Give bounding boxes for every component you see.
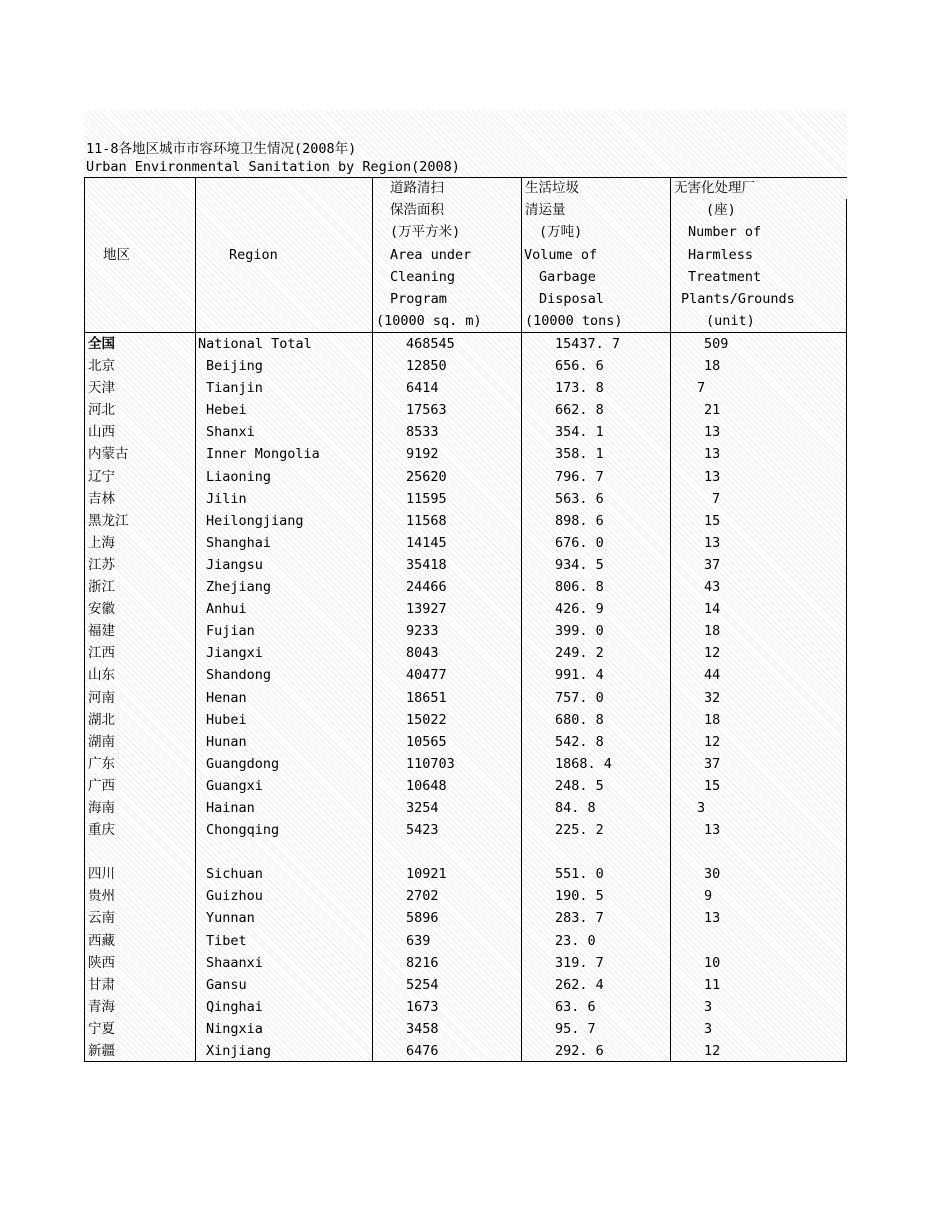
cell-garbage: 63. 6: [555, 998, 596, 1015]
cell-region-cn: 广东: [88, 755, 115, 772]
header-garbage-line: (10000 tons): [525, 313, 623, 329]
cell-plants: 13: [704, 534, 721, 551]
cell-plants: 37: [704, 755, 721, 772]
cell-garbage: 757. 0: [555, 689, 604, 706]
table-row: [84, 576, 847, 598]
cell-area: 3458: [406, 1020, 439, 1037]
cell-region-cn: 黑龙江: [88, 512, 129, 529]
header-plants-line: 无害化处理厂: [674, 180, 755, 196]
cell-region-cn: 湖北: [88, 711, 115, 728]
cell-region-cn: 云南: [88, 910, 115, 927]
table-row: [84, 687, 847, 709]
cell-region-cn: 内蒙古: [88, 446, 129, 463]
cell-garbage: 426. 9: [555, 601, 604, 618]
cell-plants: 9: [704, 888, 713, 905]
cell-area: 8043: [406, 645, 439, 662]
table-row: [84, 930, 847, 952]
cell-region-en: Henan: [206, 689, 247, 706]
table-row: [84, 488, 847, 510]
cell-region-cn: 湖南: [88, 733, 115, 750]
cell-plants: 13: [704, 446, 721, 463]
table-row: [84, 731, 847, 753]
table-row: [84, 399, 847, 421]
table-row: [84, 598, 847, 620]
cell-plants: 12: [704, 733, 721, 750]
table-row: [84, 664, 847, 686]
cell-region-en: Zhejiang: [206, 579, 272, 596]
cell-region-en: Tibet: [206, 932, 247, 949]
cell-region-cn: 四川: [88, 866, 115, 883]
cell-region-cn: 青海: [88, 998, 115, 1015]
cell-area: 12850: [406, 358, 447, 375]
cell-garbage: 262. 4: [555, 976, 604, 993]
cell-garbage: 399. 0: [555, 623, 604, 640]
table-row: [84, 885, 847, 907]
table-row: [84, 709, 847, 731]
cell-garbage: 662. 8: [555, 402, 604, 419]
table-row: [84, 333, 847, 355]
table-row: [84, 620, 847, 642]
cell-area: 10648: [406, 777, 447, 794]
header-region-cn: 地区: [103, 247, 130, 263]
cell-plants: 21: [704, 402, 721, 419]
cell-area: 8216: [406, 954, 439, 971]
table-title-en: Urban Environmental Sanitation by Region(2008): [86, 159, 460, 175]
cell-garbage: 563. 6: [555, 490, 604, 507]
header-area-line: Program: [390, 291, 447, 307]
header-plants-line: (unit): [706, 313, 755, 329]
cell-region-cn: 海南: [88, 799, 115, 816]
header-garbage-line: (万吨): [539, 224, 583, 240]
cell-garbage: 1868. 4: [555, 755, 612, 772]
cell-region-en: Tianjin: [206, 380, 263, 397]
cell-region-cn: 山西: [88, 424, 115, 441]
cell-plants: 13: [704, 424, 721, 441]
cell-plants: 13: [704, 910, 721, 927]
cell-area: 24466: [406, 579, 447, 596]
cell-area: 15022: [406, 711, 447, 728]
cell-region-cn: 宁夏: [88, 1020, 115, 1037]
cell-plants: 44: [704, 667, 721, 684]
cell-region-cn: 贵州: [88, 888, 115, 905]
cell-garbage: 225. 2: [555, 822, 604, 839]
table-row: [84, 753, 847, 775]
cell-region-en: Guizhou: [206, 888, 263, 905]
cell-garbage: 248. 5: [555, 777, 604, 794]
cell-region-en: Shanxi: [206, 424, 255, 441]
cell-plants: 18: [704, 358, 721, 375]
cell-region-cn: 新疆: [88, 1043, 115, 1059]
cell-garbage: 991. 4: [555, 667, 604, 684]
cell-region-cn: 上海: [88, 534, 115, 551]
cell-region-en: Shaanxi: [206, 954, 263, 971]
cell-region-cn: 北京: [88, 358, 115, 375]
cell-plants: 32: [704, 689, 721, 706]
cell-area: 14145: [406, 534, 447, 551]
cell-region-en: Jilin: [206, 490, 247, 507]
cell-plants: 18: [704, 623, 721, 640]
cell-region-en: Shandong: [206, 667, 272, 684]
header-area-line: Cleaning: [390, 269, 456, 285]
cell-region-cn: 河北: [88, 402, 115, 419]
table-top-border: [84, 177, 847, 178]
cell-area: 2702: [406, 888, 439, 905]
cell-plants: 13: [704, 468, 721, 485]
cell-plants: 3: [704, 998, 713, 1015]
cell-region-en: Liaoning: [206, 468, 272, 485]
cell-plants: 3: [704, 1020, 713, 1037]
cell-plants: 7: [697, 380, 706, 397]
cell-garbage: 84. 8: [555, 799, 596, 816]
cell-plants: 11: [704, 976, 721, 993]
cell-region-cn: 安徽: [88, 601, 115, 618]
header-plants-line: Harmless: [688, 247, 754, 263]
cell-region-en: Beijing: [206, 358, 263, 375]
cell-garbage: 796. 7: [555, 468, 604, 485]
cell-region-cn: 江苏: [88, 556, 115, 573]
cell-plants: 7: [712, 490, 721, 507]
cell-region-en: Shanghai: [206, 534, 272, 551]
cell-area: 35418: [406, 556, 447, 573]
cell-region-cn: 重庆: [88, 822, 115, 839]
cell-region-en: Anhui: [206, 601, 247, 618]
cell-plants: 12: [704, 1043, 721, 1059]
table-row: [84, 466, 847, 488]
cell-garbage: 23. 0: [555, 932, 596, 949]
table-row: [84, 642, 847, 664]
cell-region-en: Xinjiang: [206, 1043, 272, 1059]
header-area-line: 道路清扫: [390, 180, 444, 196]
cell-plants: 30: [704, 866, 721, 883]
cell-region-en: Jiangxi: [206, 645, 263, 662]
table-row: [84, 532, 847, 554]
cell-area: 1673: [406, 998, 439, 1015]
header-plants-line: Treatment: [688, 269, 762, 285]
cell-region-en: National Total: [198, 336, 312, 352]
cell-area: 9233: [406, 623, 439, 640]
header-area-line: Area under: [390, 247, 472, 263]
cell-area: 639: [406, 932, 431, 949]
cell-plants: 10: [704, 954, 721, 971]
cell-plants: 43: [704, 579, 721, 596]
cell-garbage: 249. 2: [555, 645, 604, 662]
table-row: [84, 443, 847, 465]
cell-area: 25620: [406, 468, 447, 485]
table-row: [84, 1018, 847, 1040]
cell-region-en: Ningxia: [206, 1020, 263, 1037]
cell-area: 10921: [406, 866, 447, 883]
header-plants-line: (座): [706, 202, 736, 218]
table-row: [84, 819, 847, 841]
cell-plants: 37: [704, 556, 721, 573]
cell-region-cn: 西藏: [88, 932, 115, 949]
cell-region-cn: 甘肃: [88, 976, 115, 993]
cell-region-en: Hainan: [206, 799, 255, 816]
table-row: [84, 996, 847, 1018]
header-plants-line: Number of: [688, 224, 762, 240]
cell-region-en: Hubei: [206, 711, 247, 728]
cell-region-en: Sichuan: [206, 866, 263, 883]
cell-garbage: 173. 8: [555, 380, 604, 397]
cell-region-cn: 陕西: [88, 954, 115, 971]
cell-garbage: 934. 5: [555, 556, 604, 573]
cell-plants: 15: [704, 777, 721, 794]
cell-area: 5254: [406, 976, 439, 993]
cell-region-cn: 河南: [88, 689, 115, 706]
cell-garbage: 542. 8: [555, 733, 604, 750]
table-title-cn: 11-8各地区城市市容环境卫生情况(2008年): [86, 141, 357, 157]
cell-region-cn: 福建: [88, 623, 115, 640]
cell-area: 18651: [406, 689, 447, 706]
cell-area: 8533: [406, 424, 439, 441]
cell-garbage: 15437. 7: [555, 336, 621, 352]
cell-garbage: 319. 7: [555, 954, 604, 971]
cell-region-en: Hunan: [206, 733, 247, 750]
table-row: [84, 355, 847, 377]
cell-plants: 18: [704, 711, 721, 728]
table-row: [84, 952, 847, 974]
table-row: [84, 421, 847, 443]
header-garbage-line: Disposal: [539, 291, 605, 307]
cell-region-en: Chongqing: [206, 822, 280, 839]
cell-area: 17563: [406, 402, 447, 419]
cell-garbage: 806. 8: [555, 579, 604, 596]
cell-region-en: Qinghai: [206, 998, 263, 1015]
header-area-line: (10000 sq. m): [376, 313, 482, 329]
header-garbage-line: Garbage: [539, 269, 596, 285]
cell-area: 5896: [406, 910, 439, 927]
cell-region-cn: 吉林: [88, 490, 115, 507]
cell-garbage: 358. 1: [555, 446, 604, 463]
header-area-line: 保浩面积: [390, 202, 444, 218]
cell-region-en: Guangxi: [206, 777, 263, 794]
cell-region-en: Jiangsu: [206, 556, 263, 573]
cell-area: 10565: [406, 733, 447, 750]
table-row: [84, 510, 847, 532]
header-garbage-line: 清运量: [525, 202, 566, 218]
cell-area: 6476: [406, 1043, 439, 1059]
cell-garbage: 551. 0: [555, 866, 604, 883]
header-garbage-line: 生活垃圾: [525, 180, 579, 196]
cell-garbage: 283. 7: [555, 910, 604, 927]
cell-plants: 12: [704, 645, 721, 662]
cell-plants: 15: [704, 512, 721, 529]
table-row: [84, 377, 847, 399]
table-row: [84, 775, 847, 797]
cell-garbage: 190. 5: [555, 888, 604, 905]
cell-garbage: 898. 6: [555, 512, 604, 529]
cell-garbage: 656. 6: [555, 358, 604, 375]
cell-region-en: Fujian: [206, 623, 255, 640]
table-body: [84, 333, 847, 1062]
header-garbage-line: Volume of: [524, 247, 598, 263]
cell-garbage: 680. 8: [555, 711, 604, 728]
table-row: [84, 797, 847, 819]
table-row: [84, 1040, 847, 1062]
table-row: [84, 974, 847, 996]
cell-area: 13927: [406, 601, 447, 618]
table-row: [84, 554, 847, 576]
cell-plants: 3: [697, 799, 706, 816]
cell-plants: 13: [704, 822, 721, 839]
cell-region-en: Heilongjiang: [206, 512, 304, 529]
cell-garbage: 676. 0: [555, 534, 604, 551]
cell-region-en: Guangdong: [206, 755, 280, 772]
cell-region-cn: 广西: [88, 777, 115, 794]
cell-area: 40477: [406, 667, 447, 684]
cell-region-cn: 辽宁: [88, 468, 115, 485]
cell-region-cn: 浙江: [88, 579, 115, 596]
cell-region-cn: 天津: [88, 380, 115, 397]
table-row: [84, 907, 847, 929]
cell-area: 11595: [406, 490, 447, 507]
cell-area: 6414: [406, 380, 439, 397]
cell-garbage: 354. 1: [555, 424, 604, 441]
cell-region-en: Hebei: [206, 402, 247, 419]
cell-area: 5423: [406, 822, 439, 839]
cell-region-cn: 山东: [88, 667, 115, 684]
cell-region-en: Yunnan: [206, 910, 255, 927]
cell-region-en: Inner Mongolia: [206, 446, 320, 463]
cell-region-en: Gansu: [206, 976, 247, 993]
cell-area: 11568: [406, 512, 447, 529]
cell-garbage: 292. 6: [555, 1043, 604, 1059]
header-region-en: Region: [229, 247, 278, 263]
cell-region-cn: 全国: [88, 336, 115, 352]
cell-garbage: 95. 7: [555, 1020, 596, 1037]
cell-region-cn: 江西: [88, 645, 115, 662]
blank-row: [84, 841, 847, 863]
cell-area: 9192: [406, 446, 439, 463]
cell-area: 468545: [406, 336, 455, 352]
cell-area: 110703: [406, 755, 455, 772]
cell-plants: 509: [704, 336, 729, 352]
header-area-line: (万平方米): [390, 224, 461, 240]
cell-area: 3254: [406, 799, 439, 816]
table-row: [84, 863, 847, 885]
cell-plants: 14: [704, 601, 721, 618]
header-plants-line: Plants/Grounds: [681, 291, 795, 307]
